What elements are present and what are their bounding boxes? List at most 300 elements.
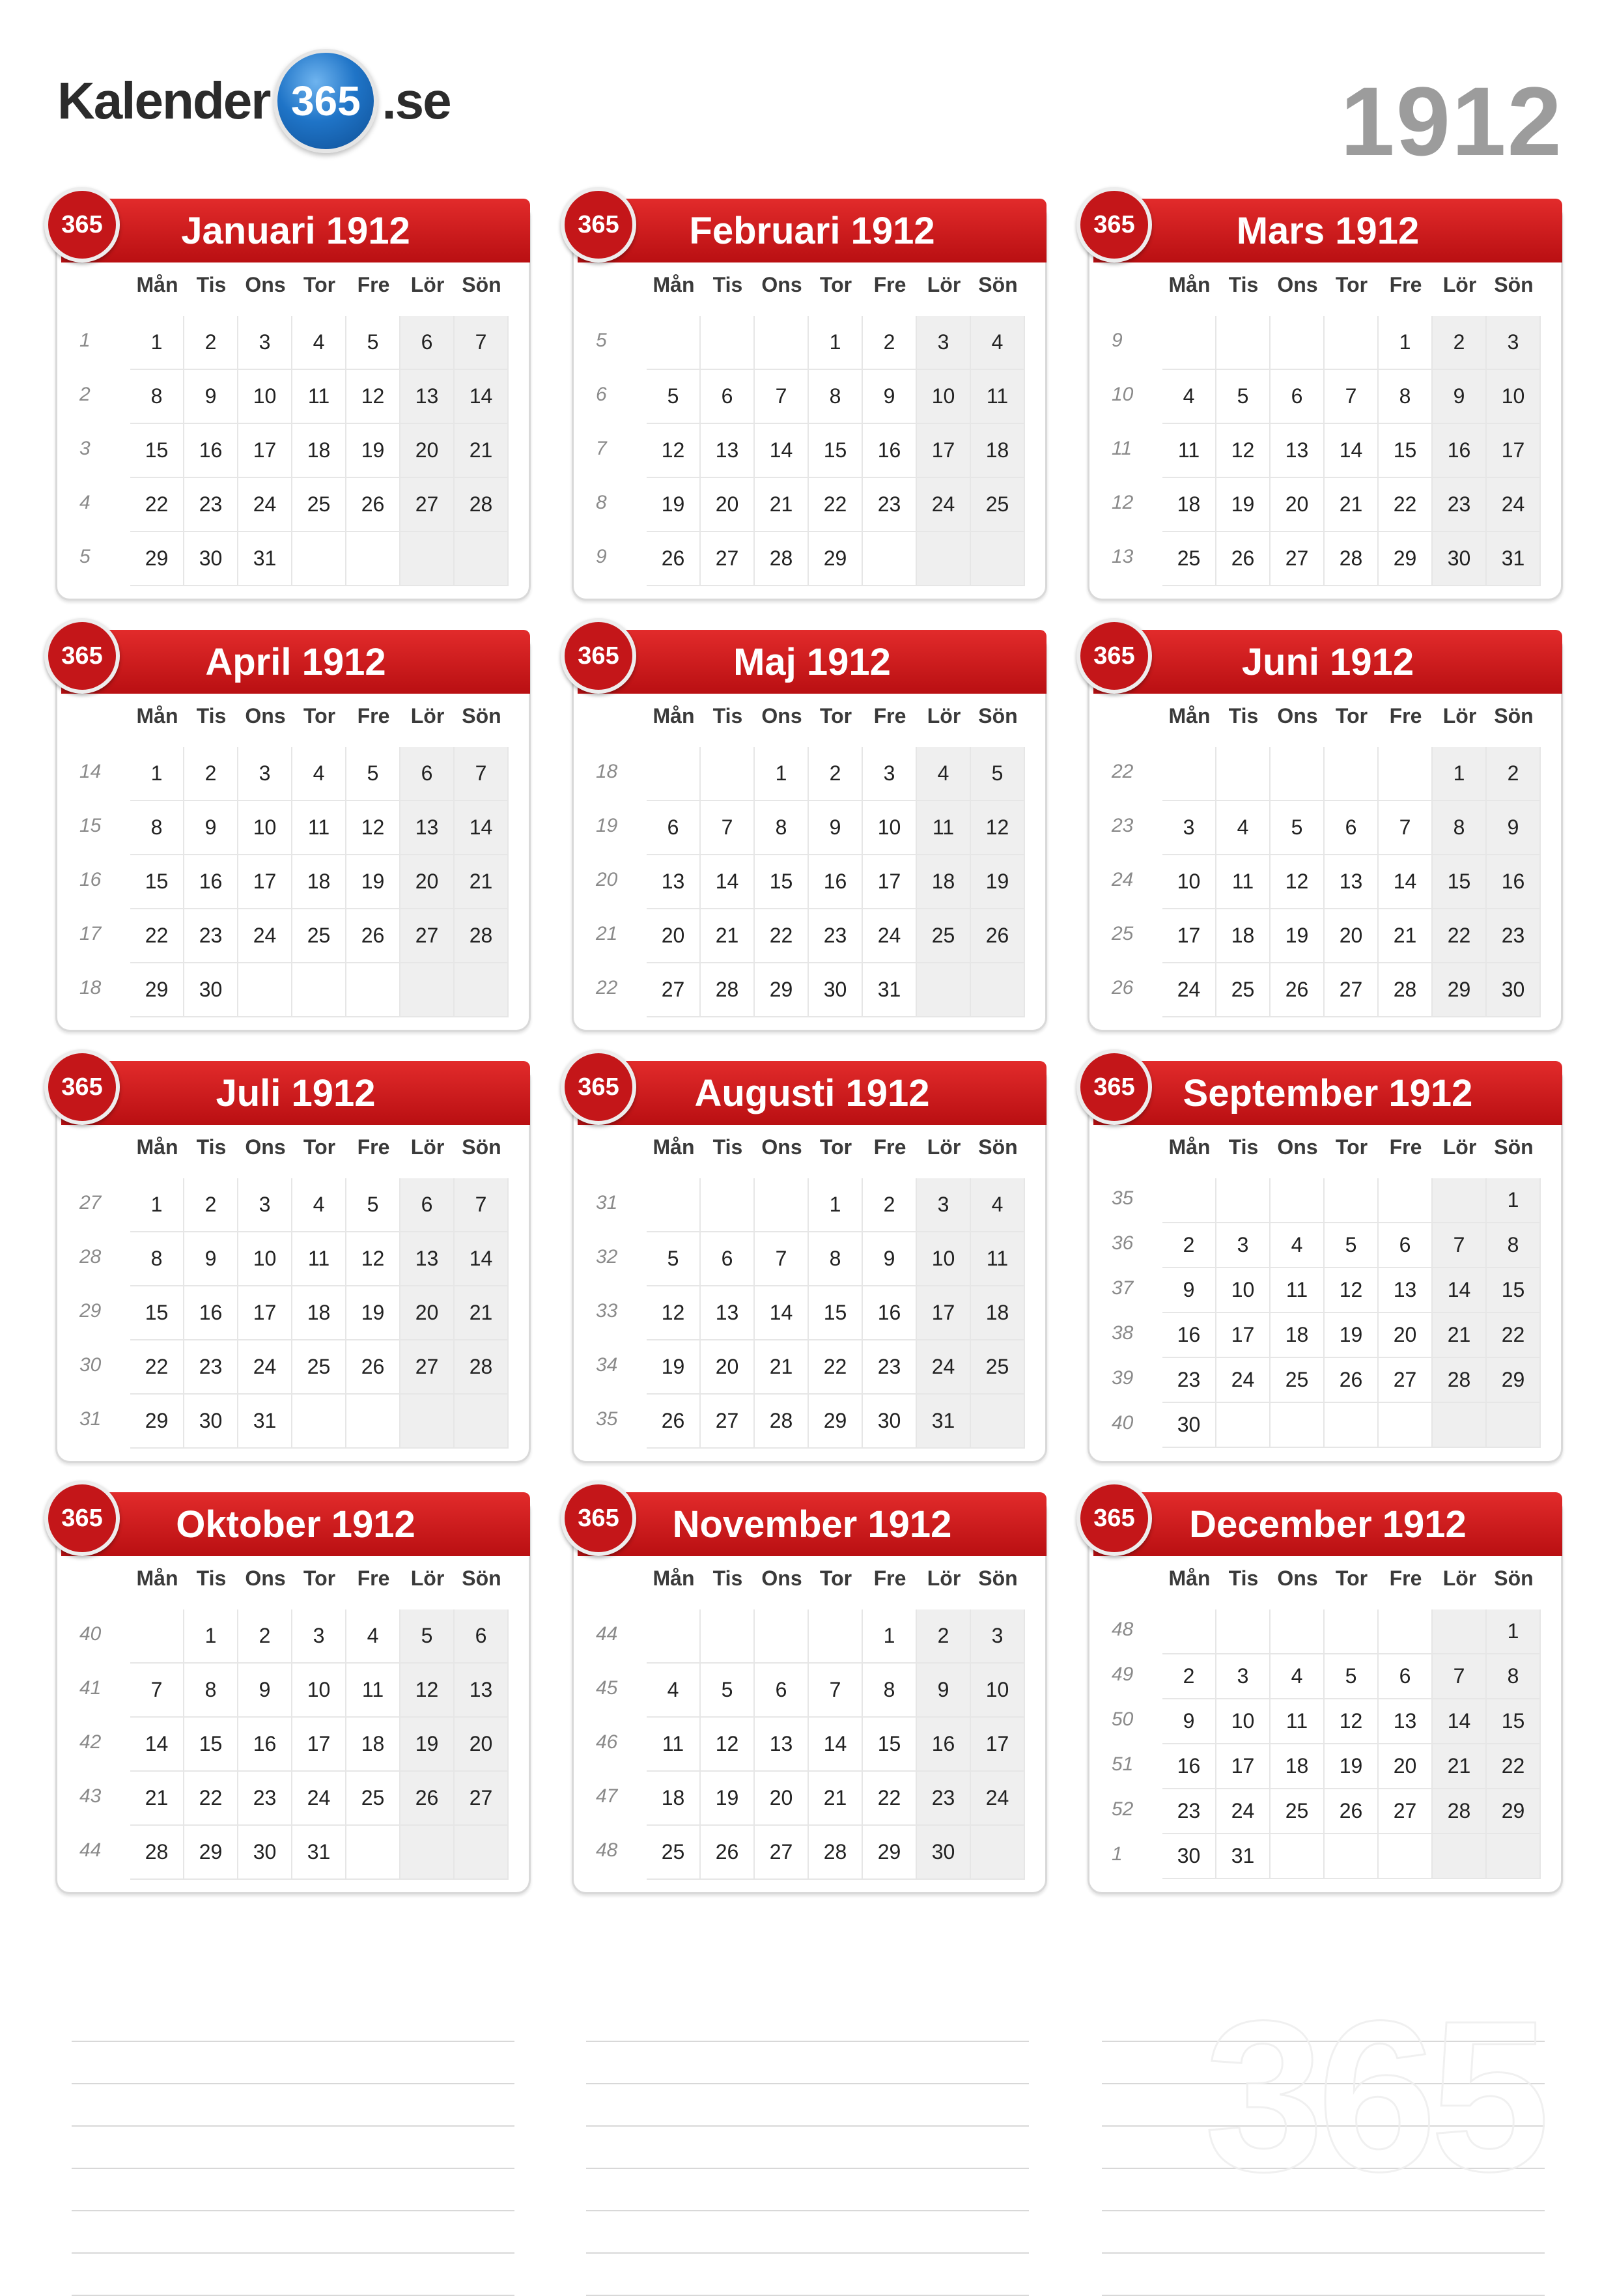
- weekday-header: [130, 273, 509, 297]
- site-logo[interactable]: [57, 46, 451, 156]
- weekday-label: Fre: [1389, 273, 1422, 296]
- day-cell: 23: [184, 909, 238, 963]
- week-number: 38: [1112, 1322, 1134, 1344]
- weekday-label: Sön: [978, 1566, 1018, 1590]
- month-title-bar: [578, 1492, 1046, 1556]
- weekday-label: Mån: [1168, 273, 1211, 296]
- weekday-label: Sön: [978, 273, 1018, 296]
- weekday-label: Lör: [927, 1135, 961, 1159]
- day-grid: [1162, 747, 1541, 1017]
- empty-day-cell: [1325, 747, 1379, 801]
- month-card: [1088, 633, 1563, 1032]
- day-cell: 14: [701, 855, 755, 909]
- weekday-header: [647, 273, 1025, 297]
- empty-day-cell: [1162, 1609, 1216, 1654]
- empty-day-cell: [1162, 316, 1216, 370]
- day-cell: 8: [1379, 370, 1433, 424]
- day-cell: 27: [1379, 1358, 1433, 1403]
- week-number: 28: [79, 1246, 102, 1268]
- day-cell: 13: [1379, 1268, 1433, 1313]
- empty-day-cell: [971, 1395, 1025, 1449]
- day-cell: 2: [1487, 747, 1541, 801]
- empty-day-cell: [917, 532, 971, 586]
- day-cell: 21: [455, 1286, 509, 1340]
- day-cell: 9: [809, 801, 863, 855]
- day-cell: 20: [1379, 1313, 1433, 1358]
- day-cell: 3: [917, 1178, 971, 1232]
- day-cell: 25: [1271, 1789, 1325, 1834]
- empty-day-cell: [647, 1609, 701, 1664]
- weekday-header: [130, 704, 509, 728]
- day-cell: 9: [1162, 1268, 1216, 1313]
- day-cell: 16: [184, 1286, 238, 1340]
- month-badge-365: 365: [44, 1481, 120, 1556]
- weekday-label: Tis: [196, 1566, 227, 1590]
- day-cell: 30: [184, 532, 238, 586]
- day-cell: 9: [1433, 370, 1487, 424]
- empty-day-cell: [1379, 1403, 1433, 1448]
- weekday-label: Lör: [1442, 1135, 1477, 1159]
- empty-day-cell: [1216, 1178, 1271, 1223]
- day-cell: 29: [1487, 1358, 1541, 1403]
- day-cell: 29: [1487, 1789, 1541, 1834]
- weekday-header: [1162, 273, 1541, 297]
- month-badge-365: 365: [44, 618, 120, 694]
- weekday-label: Lör: [927, 1566, 961, 1590]
- weekday-label: Sön: [1494, 1566, 1534, 1590]
- day-cell: 7: [701, 801, 755, 855]
- day-cell: 19: [971, 855, 1025, 909]
- day-cell: 19: [346, 424, 400, 478]
- month-title: November 1912: [672, 1503, 952, 1546]
- month-badge-365: 365: [561, 1049, 636, 1125]
- day-cell: 24: [917, 478, 971, 532]
- day-cell: 19: [1216, 478, 1271, 532]
- empty-day-cell: [1271, 1609, 1325, 1654]
- day-cell: 6: [1271, 370, 1325, 424]
- day-cell: 7: [1433, 1654, 1487, 1699]
- week-number: 33: [596, 1300, 618, 1322]
- week-number: 37: [1112, 1277, 1134, 1299]
- day-cell: 3: [1162, 801, 1216, 855]
- day-cell: 6: [755, 1664, 809, 1718]
- empty-day-cell: [455, 963, 509, 1017]
- day-cell: 23: [1162, 1358, 1216, 1403]
- month-title-bar: [61, 1061, 530, 1125]
- day-cell: 2: [809, 747, 863, 801]
- weekday-header: [647, 1135, 1025, 1159]
- weekday-label: Mån: [1168, 1566, 1211, 1590]
- weekday-label: Sön: [1494, 1135, 1534, 1159]
- day-cell: 25: [1216, 963, 1271, 1017]
- weekday-label: Lör: [927, 704, 961, 728]
- empty-day-cell: [1216, 1403, 1271, 1448]
- day-cell: 13: [701, 424, 755, 478]
- weekday-label: Sön: [978, 704, 1018, 728]
- week-number-column: [1102, 1178, 1148, 1448]
- day-cell: 4: [1271, 1223, 1325, 1268]
- weekday-header: [1162, 704, 1541, 728]
- day-cell: 1: [1379, 316, 1433, 370]
- day-cell: 26: [346, 478, 400, 532]
- week-number-column: [1102, 747, 1148, 1017]
- day-cell: 17: [238, 1286, 292, 1340]
- weekday-label: Fre: [357, 1566, 390, 1590]
- day-cell: 7: [455, 747, 509, 801]
- month-title: Februari 1912: [689, 209, 935, 252]
- day-cell: 13: [701, 1286, 755, 1340]
- day-cell: 16: [863, 1286, 917, 1340]
- day-cell: 5: [346, 747, 400, 801]
- day-cell: 19: [346, 1286, 400, 1340]
- day-cell: 21: [1379, 909, 1433, 963]
- day-cell: 29: [809, 532, 863, 586]
- weekday-label: Mån: [653, 1135, 695, 1159]
- day-cell: 8: [809, 1232, 863, 1286]
- week-number: 9: [1112, 330, 1123, 351]
- week-number: 41: [79, 1677, 102, 1699]
- day-cell: 21: [130, 1772, 184, 1826]
- week-number: 2: [79, 384, 91, 405]
- day-cell: 6: [647, 801, 701, 855]
- weekday-label: Mån: [136, 1566, 178, 1590]
- week-number: 18: [596, 761, 618, 782]
- day-cell: 8: [755, 801, 809, 855]
- month-card: [1088, 202, 1563, 601]
- day-cell: 4: [292, 1178, 346, 1232]
- day-cell: 23: [917, 1772, 971, 1826]
- day-cell: 21: [701, 909, 755, 963]
- day-cell: 25: [292, 1340, 346, 1395]
- weekday-label: Tor: [1335, 1135, 1368, 1159]
- empty-day-cell: [1271, 1403, 1325, 1448]
- day-cell: 8: [863, 1664, 917, 1718]
- day-cell: 3: [238, 1178, 292, 1232]
- day-cell: 8: [1487, 1223, 1541, 1268]
- week-number: 43: [79, 1785, 102, 1807]
- day-cell: 5: [1271, 801, 1325, 855]
- day-cell: 23: [809, 909, 863, 963]
- week-number: 30: [79, 1354, 102, 1376]
- weekday-label: Fre: [1389, 704, 1422, 728]
- day-cell: 20: [647, 909, 701, 963]
- weekday-label: Sön: [1494, 704, 1534, 728]
- week-number: 31: [79, 1408, 102, 1430]
- month-card: [1088, 1064, 1563, 1463]
- day-cell: 18: [1216, 909, 1271, 963]
- day-cell: 10: [292, 1664, 346, 1718]
- day-cell: 17: [1216, 1744, 1271, 1789]
- day-cell: 26: [1216, 532, 1271, 586]
- day-cell: 29: [755, 963, 809, 1017]
- day-cell: 15: [184, 1718, 238, 1772]
- weekday-label: Tor: [1335, 1566, 1368, 1590]
- day-cell: 21: [1325, 478, 1379, 532]
- month-title-bar: [578, 1061, 1046, 1125]
- month-title: April 1912: [205, 640, 386, 683]
- day-cell: 25: [917, 909, 971, 963]
- empty-day-cell: [1379, 1178, 1433, 1223]
- empty-day-cell: [1271, 1834, 1325, 1879]
- day-cell: 28: [701, 963, 755, 1017]
- page-year-title: 1912: [1340, 66, 1563, 176]
- empty-day-cell: [1162, 1178, 1216, 1223]
- week-number-column: [1102, 316, 1148, 586]
- day-cell: 8: [1487, 1654, 1541, 1699]
- empty-day-cell: [292, 1395, 346, 1449]
- day-cell: 11: [346, 1664, 400, 1718]
- day-cell: 30: [1162, 1834, 1216, 1879]
- day-cell: 11: [292, 370, 346, 424]
- day-cell: 25: [971, 478, 1025, 532]
- week-number: 4: [79, 492, 91, 513]
- empty-day-cell: [1433, 1609, 1487, 1654]
- day-cell: 26: [400, 1772, 455, 1826]
- empty-day-cell: [455, 1826, 509, 1880]
- day-cell: 4: [647, 1664, 701, 1718]
- day-cell: 13: [1271, 424, 1325, 478]
- day-cell: 11: [1162, 424, 1216, 478]
- weekday-label: Lör: [1442, 1566, 1477, 1590]
- month-badge-365: 365: [1076, 1049, 1152, 1125]
- day-cell: 1: [863, 1609, 917, 1664]
- empty-day-cell: [346, 1826, 400, 1880]
- day-cell: 12: [1325, 1268, 1379, 1313]
- day-cell: 22: [863, 1772, 917, 1826]
- empty-day-cell: [1379, 747, 1433, 801]
- day-cell: 5: [1325, 1654, 1379, 1699]
- week-number-column: [70, 1178, 116, 1449]
- day-cell: 22: [130, 909, 184, 963]
- weekday-label: Ons: [1277, 704, 1318, 728]
- day-cell: 29: [130, 532, 184, 586]
- day-cell: 16: [1162, 1313, 1216, 1358]
- day-cell: 5: [647, 1232, 701, 1286]
- day-cell: 17: [238, 424, 292, 478]
- day-cell: 24: [238, 1340, 292, 1395]
- day-cell: 21: [1433, 1313, 1487, 1358]
- day-cell: 9: [1487, 801, 1541, 855]
- month-card: [55, 1064, 531, 1463]
- day-grid: [647, 1178, 1025, 1449]
- day-cell: 6: [701, 1232, 755, 1286]
- day-cell: 28: [809, 1826, 863, 1880]
- day-cell: 16: [184, 424, 238, 478]
- day-cell: 5: [647, 370, 701, 424]
- weekday-label: Tis: [1228, 1135, 1259, 1159]
- day-cell: 31: [1487, 532, 1541, 586]
- weekday-label: Lör: [410, 1135, 445, 1159]
- empty-day-cell: [701, 1178, 755, 1232]
- empty-day-cell: [971, 963, 1025, 1017]
- day-cell: 24: [1216, 1358, 1271, 1403]
- week-number: 20: [596, 869, 618, 890]
- day-cell: 15: [1433, 855, 1487, 909]
- day-cell: 3: [1216, 1654, 1271, 1699]
- empty-day-cell: [1487, 1403, 1541, 1448]
- day-cell: 1: [1487, 1609, 1541, 1654]
- day-cell: 9: [238, 1664, 292, 1718]
- month-title: Maj 1912: [733, 640, 891, 683]
- day-cell: 28: [1433, 1789, 1487, 1834]
- day-cell: 6: [1325, 801, 1379, 855]
- day-cell: 24: [971, 1772, 1025, 1826]
- month-title-bar: [1093, 630, 1562, 694]
- day-cell: 4: [292, 747, 346, 801]
- day-cell: 28: [755, 532, 809, 586]
- day-cell: 29: [130, 1395, 184, 1449]
- day-cell: 6: [400, 316, 455, 370]
- day-cell: 16: [1433, 424, 1487, 478]
- day-cell: 12: [400, 1664, 455, 1718]
- month-title: Augusti 1912: [694, 1071, 930, 1114]
- day-cell: 30: [1162, 1403, 1216, 1448]
- day-cell: 6: [400, 1178, 455, 1232]
- day-cell: 2: [863, 1178, 917, 1232]
- month-title-bar: [61, 199, 530, 262]
- day-cell: 12: [701, 1718, 755, 1772]
- day-cell: 16: [917, 1718, 971, 1772]
- day-cell: 28: [1433, 1358, 1487, 1403]
- day-cell: 30: [1433, 532, 1487, 586]
- week-number: 14: [79, 761, 102, 782]
- day-cell: 9: [1162, 1699, 1216, 1744]
- day-cell: 20: [400, 855, 455, 909]
- day-cell: 10: [1487, 370, 1541, 424]
- day-cell: 13: [647, 855, 701, 909]
- weekday-label: Ons: [1277, 1135, 1318, 1159]
- month-card: [55, 633, 531, 1032]
- day-cell: 12: [1271, 855, 1325, 909]
- week-number: 35: [1112, 1187, 1134, 1209]
- day-cell: 22: [130, 478, 184, 532]
- day-cell: 27: [455, 1772, 509, 1826]
- day-cell: 11: [647, 1718, 701, 1772]
- day-cell: 7: [455, 1178, 509, 1232]
- month-title: September 1912: [1183, 1071, 1473, 1114]
- day-cell: 24: [917, 1340, 971, 1395]
- day-cell: 4: [1162, 370, 1216, 424]
- day-cell: 19: [647, 1340, 701, 1395]
- day-cell: 3: [1216, 1223, 1271, 1268]
- day-cell: 4: [917, 747, 971, 801]
- day-cell: 9: [184, 370, 238, 424]
- day-cell: 31: [917, 1395, 971, 1449]
- day-cell: 26: [701, 1826, 755, 1880]
- week-number: 34: [596, 1354, 618, 1376]
- month-card: [572, 1064, 1047, 1463]
- notes-column-1: [72, 2000, 514, 2296]
- day-cell: 14: [809, 1718, 863, 1772]
- day-cell: 5: [346, 1178, 400, 1232]
- week-number: 5: [596, 330, 607, 351]
- day-cell: 23: [1433, 478, 1487, 532]
- day-cell: 12: [647, 1286, 701, 1340]
- day-cell: 13: [400, 370, 455, 424]
- weekday-label: Fre: [873, 1135, 906, 1159]
- day-cell: 7: [1325, 370, 1379, 424]
- week-number-column: [70, 1609, 116, 1880]
- weekday-label: Mån: [653, 273, 695, 296]
- weekday-header: [1162, 1566, 1541, 1591]
- day-cell: 28: [455, 1340, 509, 1395]
- day-cell: 20: [455, 1718, 509, 1772]
- weekday-label: Tis: [196, 273, 227, 296]
- week-number: 45: [596, 1677, 618, 1699]
- day-cell: 21: [1433, 1744, 1487, 1789]
- day-cell: 11: [971, 370, 1025, 424]
- day-cell: 20: [1271, 478, 1325, 532]
- weekday-label: Tor: [303, 273, 336, 296]
- day-cell: 26: [346, 1340, 400, 1395]
- day-grid: [647, 747, 1025, 1017]
- day-cell: 29: [130, 963, 184, 1017]
- weekday-label: Ons: [245, 1566, 286, 1590]
- weekday-label: Fre: [357, 273, 390, 296]
- week-number: 25: [1112, 923, 1134, 944]
- day-cell: 13: [455, 1664, 509, 1718]
- week-number: 1: [79, 330, 91, 351]
- weekday-label: Tis: [712, 704, 743, 728]
- day-cell: 16: [863, 424, 917, 478]
- month-title: Januari 1912: [181, 209, 410, 252]
- day-cell: 3: [292, 1609, 346, 1664]
- weekday-label: Sön: [1494, 273, 1534, 296]
- day-cell: 12: [1325, 1699, 1379, 1744]
- day-cell: 27: [701, 532, 755, 586]
- empty-day-cell: [1379, 1609, 1433, 1654]
- day-cell: 10: [238, 1232, 292, 1286]
- empty-day-cell: [1433, 1834, 1487, 1879]
- day-cell: 23: [863, 478, 917, 532]
- day-cell: 26: [1325, 1789, 1379, 1834]
- empty-day-cell: [400, 1395, 455, 1449]
- month-card: [55, 1495, 531, 1894]
- weekday-label: Ons: [1277, 1566, 1318, 1590]
- weekday-label: Tor: [819, 1135, 852, 1159]
- week-number: 31: [596, 1192, 618, 1213]
- day-cell: 18: [917, 855, 971, 909]
- day-cell: 16: [809, 855, 863, 909]
- day-cell: 7: [1433, 1223, 1487, 1268]
- day-cell: 30: [863, 1395, 917, 1449]
- day-cell: 24: [238, 909, 292, 963]
- day-cell: 14: [455, 370, 509, 424]
- empty-day-cell: [755, 1178, 809, 1232]
- day-cell: 30: [184, 1395, 238, 1449]
- day-cell: 23: [1487, 909, 1541, 963]
- day-cell: 5: [1325, 1223, 1379, 1268]
- day-cell: 6: [400, 747, 455, 801]
- month-card: [1088, 1495, 1563, 1894]
- day-cell: 20: [701, 478, 755, 532]
- month-badge-365: 365: [1076, 1481, 1152, 1556]
- day-cell: 11: [1271, 1268, 1325, 1313]
- day-cell: 8: [130, 801, 184, 855]
- empty-day-cell: [1271, 316, 1325, 370]
- day-cell: 11: [1271, 1699, 1325, 1744]
- day-cell: 18: [647, 1772, 701, 1826]
- week-number: 16: [79, 869, 102, 890]
- weekday-label: Tis: [712, 273, 743, 296]
- weekday-label: Tis: [1228, 1566, 1259, 1590]
- day-cell: 23: [184, 1340, 238, 1395]
- month-title: Mars 1912: [1236, 209, 1420, 252]
- day-cell: 11: [971, 1232, 1025, 1286]
- weekday-label: Tis: [1228, 704, 1259, 728]
- day-cell: 5: [1216, 370, 1271, 424]
- weekday-label: Sön: [462, 1566, 501, 1590]
